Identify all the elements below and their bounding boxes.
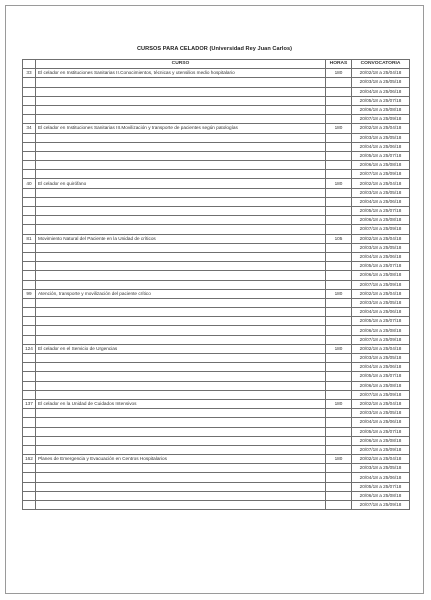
course-hours: 180 [326, 455, 352, 464]
course-hours [326, 326, 352, 335]
course-number [23, 409, 36, 418]
course-number [23, 473, 36, 482]
table-row [23, 298, 410, 307]
table-row [23, 501, 410, 510]
course-number [23, 308, 36, 317]
convocatoria-date: 20/03/18 a 25/05/18 [352, 188, 410, 197]
course-name [36, 216, 326, 225]
course-name: El celador en quirófano [36, 179, 326, 188]
convocatoria-date: 20/07/18 a 25/09/18 [352, 390, 410, 399]
course-number [23, 390, 36, 399]
course-hours [326, 335, 352, 344]
course-number: 34 [23, 124, 36, 133]
convocatoria-date: 20/04/18 a 25/06/18 [352, 142, 410, 151]
course-hours: 180 [326, 289, 352, 298]
course-hours [326, 372, 352, 381]
table-row [23, 455, 410, 464]
course-hours [326, 207, 352, 216]
convocatoria-date: 20/02/18 a 25/04/18 [352, 179, 410, 188]
course-hours [326, 298, 352, 307]
course-hours [326, 390, 352, 399]
course-number: 162 [23, 455, 36, 464]
course-name [36, 197, 326, 206]
table-row [23, 87, 410, 96]
convocatoria-date: 20/03/18 a 25/05/18 [352, 354, 410, 363]
table-row [23, 482, 410, 491]
table-row [23, 390, 410, 399]
convocatoria-date: 20/04/18 a 25/06/18 [352, 197, 410, 206]
course-number [23, 161, 36, 170]
convocatoria-date: 20/03/18 a 25/05/18 [352, 78, 410, 87]
convocatoria-date: 20/06/18 a 25/08/18 [352, 491, 410, 500]
table-row [23, 335, 410, 344]
course-number [23, 133, 36, 142]
course-number [23, 436, 36, 445]
table-row [23, 473, 410, 482]
course-hours [326, 482, 352, 491]
convocatoria-date: 20/06/18 a 25/08/18 [352, 326, 410, 335]
course-number [23, 317, 36, 326]
course-name [36, 381, 326, 390]
table-row [23, 207, 410, 216]
course-number [23, 381, 36, 390]
course-hours [326, 262, 352, 271]
convocatoria-date: 20/05/18 a 25/07/18 [352, 482, 410, 491]
course-number [23, 482, 36, 491]
document-title: CURSOS PARA CELADOR (Universidad Rey Juan Carlos) [136, 46, 293, 52]
course-hours: 105 [326, 234, 352, 243]
course-number [23, 87, 36, 96]
course-number [23, 418, 36, 427]
course-name [36, 271, 326, 280]
course-name [36, 207, 326, 216]
course-name [36, 115, 326, 124]
course-name [36, 308, 326, 317]
table-row [23, 289, 410, 298]
table-row [23, 464, 410, 473]
course-hours [326, 473, 352, 482]
header-horas: HORAS [326, 60, 352, 69]
course-name [36, 390, 326, 399]
table-row [23, 197, 410, 206]
course-number [23, 105, 36, 114]
course-hours: 180 [326, 179, 352, 188]
convocatoria-date: 20/03/18 a 25/05/18 [352, 464, 410, 473]
course-number [23, 335, 36, 344]
course-hours [326, 363, 352, 372]
course-hours [326, 317, 352, 326]
table-row [23, 372, 410, 381]
table-row [23, 252, 410, 261]
course-hours: 180 [326, 344, 352, 353]
course-name [36, 243, 326, 252]
course-hours [326, 280, 352, 289]
course-name [36, 473, 326, 482]
convocatoria-date: 20/04/18 a 25/06/18 [352, 363, 410, 372]
course-name [36, 427, 326, 436]
convocatoria-date: 20/03/18 a 25/05/18 [352, 243, 410, 252]
convocatoria-date: 20/06/18 a 25/08/18 [352, 216, 410, 225]
convocatoria-date: 20/02/18 a 25/04/18 [352, 234, 410, 243]
table-row [23, 418, 410, 427]
course-hours [326, 78, 352, 87]
course-hours [326, 252, 352, 261]
table-row [23, 115, 410, 124]
course-name: El celador en el Servicio de Urgencias [36, 344, 326, 353]
course-name [36, 151, 326, 160]
course-name [36, 372, 326, 381]
table-row [23, 188, 410, 197]
course-name [36, 170, 326, 179]
course-number [23, 188, 36, 197]
table-row [23, 354, 410, 363]
course-name: El celador en Instituciones Sanitarias II.Conocimientos, técnicas y utensilios medio hospitalario [36, 69, 326, 78]
convocatoria-date: 20/03/18 a 25/05/18 [352, 298, 410, 307]
course-name [36, 280, 326, 289]
convocatoria-date: 20/02/18 a 25/04/18 [352, 455, 410, 464]
table-row [23, 317, 410, 326]
course-hours: 180 [326, 399, 352, 408]
course-number [23, 115, 36, 124]
convocatoria-date: 20/04/18 a 25/06/18 [352, 418, 410, 427]
convocatoria-date: 20/03/18 a 25/05/18 [352, 133, 410, 142]
course-name [36, 501, 326, 510]
course-number [23, 372, 36, 381]
course-number [23, 326, 36, 335]
course-name [36, 363, 326, 372]
course-number [23, 491, 36, 500]
course-number: 81 [23, 234, 36, 243]
course-name [36, 482, 326, 491]
table-row [23, 280, 410, 289]
convocatoria-date: 20/06/18 a 25/08/18 [352, 105, 410, 114]
convocatoria-date: 20/04/18 a 25/06/18 [352, 252, 410, 261]
course-number [23, 271, 36, 280]
convocatoria-date: 20/02/18 a 25/04/18 [352, 289, 410, 298]
table-row [23, 262, 410, 271]
convocatoria-date: 20/07/18 a 25/09/18 [352, 445, 410, 454]
table-row [23, 161, 410, 170]
table-row [23, 243, 410, 252]
table-row [23, 409, 410, 418]
course-hours [326, 354, 352, 363]
course-name: Movimiento Natural del Paciente en la Unidad de críticos [36, 234, 326, 243]
convocatoria-date: 20/03/18 a 25/05/18 [352, 409, 410, 418]
course-number [23, 207, 36, 216]
course-name: El celador en la Unidad de Cuidados Intensivos [36, 399, 326, 408]
course-name [36, 161, 326, 170]
course-hours [326, 445, 352, 454]
table-row [23, 399, 410, 408]
table-row [23, 78, 410, 87]
course-hours [326, 243, 352, 252]
course-number [23, 501, 36, 510]
convocatoria-date: 20/06/18 a 25/08/18 [352, 436, 410, 445]
course-name [36, 298, 326, 307]
course-hours [326, 105, 352, 114]
table-row [23, 151, 410, 160]
course-number: 33 [23, 69, 36, 78]
convocatoria-date: 20/07/18 a 25/09/18 [352, 501, 410, 510]
convocatoria-date: 20/04/18 a 25/06/18 [352, 87, 410, 96]
convocatoria-date: 20/06/18 a 25/08/18 [352, 271, 410, 280]
course-name [36, 326, 326, 335]
course-name [36, 188, 326, 197]
course-name: El celador en Instituciones Sanitarias III.Movilización y transporte de pacientes según patologías [36, 124, 326, 133]
table-row [23, 133, 410, 142]
course-hours [326, 271, 352, 280]
convocatoria-date: 20/06/18 a 25/08/18 [352, 381, 410, 390]
table-body [23, 69, 410, 510]
course-name [36, 335, 326, 344]
table-row [23, 105, 410, 114]
course-hours [326, 216, 352, 225]
table-row [23, 225, 410, 234]
course-name [36, 262, 326, 271]
convocatoria-date: 20/05/18 a 25/07/18 [352, 372, 410, 381]
table-row [23, 491, 410, 500]
table-row [23, 445, 410, 454]
table-row [23, 96, 410, 105]
table-row [23, 216, 410, 225]
course-number [23, 363, 36, 372]
table-row [23, 142, 410, 151]
course-number [23, 225, 36, 234]
convocatoria-date: 20/05/18 a 25/07/18 [352, 151, 410, 160]
course-name [36, 409, 326, 418]
course-hours [326, 427, 352, 436]
table-row [23, 363, 410, 372]
course-hours [326, 96, 352, 105]
convocatoria-date: 20/05/18 a 25/07/18 [352, 96, 410, 105]
table-row [23, 308, 410, 317]
table-header-row [23, 60, 410, 69]
course-hours [326, 161, 352, 170]
course-name [36, 96, 326, 105]
table-row [23, 271, 410, 280]
course-name [36, 133, 326, 142]
course-hours [326, 418, 352, 427]
course-hours: 180 [326, 69, 352, 78]
table-row [23, 436, 410, 445]
course-number [23, 427, 36, 436]
course-name [36, 252, 326, 261]
course-number [23, 252, 36, 261]
course-number: 137 [23, 399, 36, 408]
course-hours [326, 197, 352, 206]
convocatoria-date: 20/02/18 a 25/04/18 [352, 69, 410, 78]
table-row [23, 124, 410, 133]
course-number [23, 142, 36, 151]
convocatoria-date: 20/05/18 a 25/07/18 [352, 317, 410, 326]
convocatoria-date: 20/02/18 a 25/04/18 [352, 344, 410, 353]
course-hours [326, 491, 352, 500]
course-number [23, 464, 36, 473]
course-name [36, 464, 326, 473]
course-number [23, 216, 36, 225]
table-row [23, 427, 410, 436]
course-hours [326, 87, 352, 96]
course-hours [326, 151, 352, 160]
convocatoria-date: 20/07/18 a 25/09/18 [352, 115, 410, 124]
course-hours [326, 436, 352, 445]
table-row [23, 69, 410, 78]
convocatoria-date: 20/02/18 a 25/04/18 [352, 124, 410, 133]
table-row [23, 344, 410, 353]
convocatoria-date: 20/07/18 a 25/09/18 [352, 280, 410, 289]
course-number [23, 96, 36, 105]
convocatoria-date: 20/07/18 a 25/09/18 [352, 170, 410, 179]
course-hours [326, 225, 352, 234]
convocatoria-date: 20/07/18 a 25/09/18 [352, 335, 410, 344]
course-hours [326, 142, 352, 151]
course-hours [326, 381, 352, 390]
courses-table [22, 59, 410, 510]
course-number [23, 151, 36, 160]
convocatoria-date: 20/05/18 a 25/07/18 [352, 207, 410, 216]
course-number: 124 [23, 344, 36, 353]
table-row [23, 179, 410, 188]
table-row [23, 381, 410, 390]
course-number [23, 197, 36, 206]
table-row [23, 170, 410, 179]
course-name [36, 142, 326, 151]
convocatoria-date: 20/05/18 a 25/07/18 [352, 262, 410, 271]
document-page [5, 5, 424, 594]
convocatoria-date: 20/07/18 a 25/09/18 [352, 225, 410, 234]
course-number [23, 354, 36, 363]
course-name [36, 87, 326, 96]
table-row [23, 326, 410, 335]
course-name [36, 105, 326, 114]
course-hours [326, 308, 352, 317]
course-number: 40 [23, 179, 36, 188]
course-name: Planes de Emergencia y Evacuación en Centros Hospitalarios [36, 455, 326, 464]
course-number [23, 170, 36, 179]
course-number [23, 445, 36, 454]
convocatoria-date: 20/05/18 a 25/07/18 [352, 427, 410, 436]
course-hours [326, 133, 352, 142]
course-name [36, 225, 326, 234]
course-hours [326, 464, 352, 473]
course-number [23, 78, 36, 87]
course-name [36, 436, 326, 445]
course-number [23, 298, 36, 307]
course-hours [326, 409, 352, 418]
course-number [23, 280, 36, 289]
course-name [36, 354, 326, 363]
header-curso: CURSO [36, 60, 326, 69]
header-num [23, 60, 36, 69]
course-number [23, 243, 36, 252]
course-hours [326, 501, 352, 510]
convocatoria-date: 20/06/18 a 25/08/18 [352, 161, 410, 170]
course-name [36, 491, 326, 500]
course-hours [326, 188, 352, 197]
course-name [36, 78, 326, 87]
course-hours: 180 [326, 124, 352, 133]
course-hours [326, 170, 352, 179]
table-row [23, 234, 410, 243]
course-hours [326, 115, 352, 124]
course-number [23, 262, 36, 271]
course-name [36, 445, 326, 454]
convocatoria-date: 20/02/18 a 25/04/18 [352, 399, 410, 408]
header-convocatoria: CONVOCATORIA [352, 60, 410, 69]
course-name: Atención, transporte y movilización del paciente crítico [36, 289, 326, 298]
course-name [36, 418, 326, 427]
course-name [36, 317, 326, 326]
convocatoria-date: 20/04/18 a 25/06/18 [352, 473, 410, 482]
convocatoria-date: 20/04/18 a 25/06/18 [352, 308, 410, 317]
course-number: 99 [23, 289, 36, 298]
